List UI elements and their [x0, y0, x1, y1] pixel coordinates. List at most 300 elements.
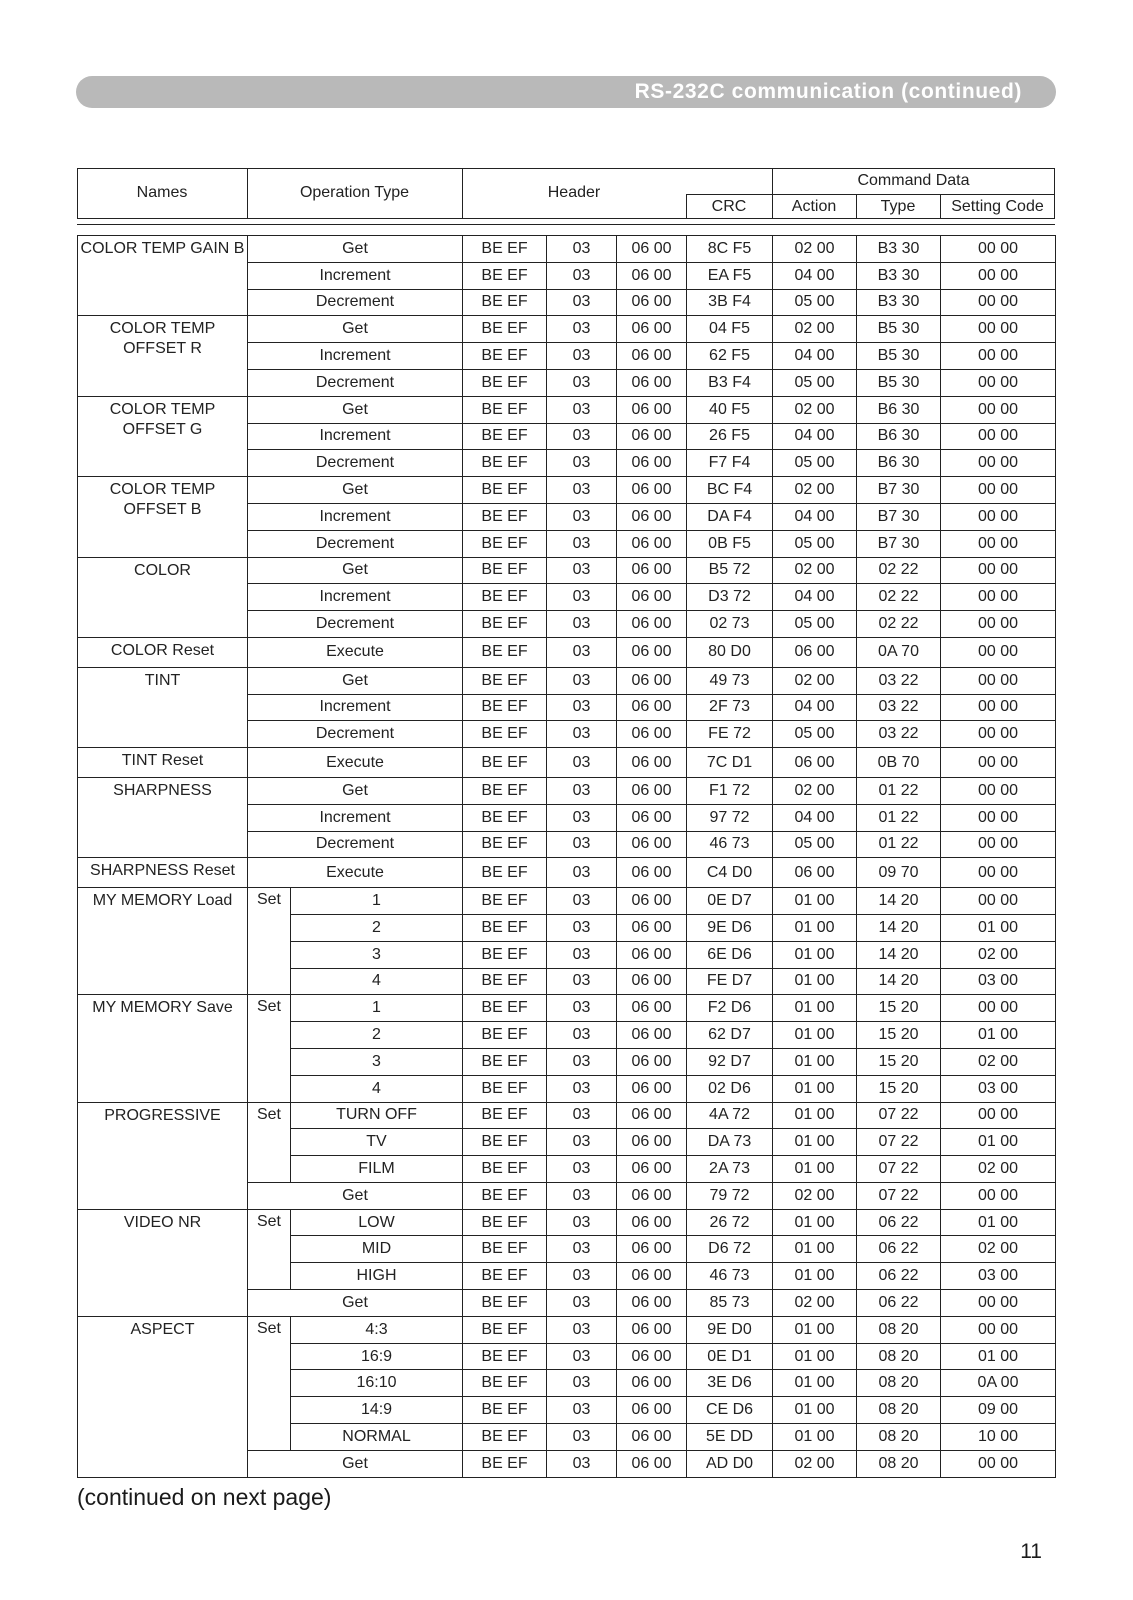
- crc-cell: DA F4: [687, 503, 773, 530]
- crc-cell: 9E D6: [687, 914, 773, 941]
- continued-note: (continued on next page): [77, 1484, 332, 1510]
- crc-cell: F7 F4: [687, 450, 773, 477]
- setting-code-cell: 01 00: [941, 1022, 1056, 1049]
- table-row: [78, 667, 1056, 694]
- operation-cell: Get: [248, 1450, 463, 1477]
- type-cell: B3 30: [857, 236, 941, 263]
- type-cell: 15 20: [857, 995, 941, 1022]
- header-byte-2: 03: [547, 1316, 617, 1343]
- setting-code-cell: 00 00: [941, 831, 1056, 858]
- action-cell: 01 00: [773, 1316, 857, 1343]
- setting-code-cell: 00 00: [941, 477, 1056, 504]
- type-cell: 06 22: [857, 1290, 941, 1317]
- setting-code-cell: 00 00: [941, 557, 1056, 584]
- type-cell: B5 30: [857, 316, 941, 343]
- header-byte-3: 06 00: [617, 804, 687, 831]
- header-byte-3: 06 00: [617, 968, 687, 995]
- header-byte-3: 06 00: [617, 396, 687, 423]
- operation-cell: LOW: [291, 1209, 463, 1236]
- setting-code-cell: 01 00: [941, 1129, 1056, 1156]
- setting-code-cell: 00 00: [941, 748, 1056, 778]
- action-cell: 02 00: [773, 557, 857, 584]
- set-label: Set: [248, 1316, 291, 1450]
- header-byte-1: BE EF: [463, 1236, 547, 1263]
- type-cell: 14 20: [857, 888, 941, 915]
- crc-cell: 2A 73: [687, 1156, 773, 1183]
- type-cell: B6 30: [857, 396, 941, 423]
- header-byte-1: BE EF: [463, 995, 547, 1022]
- header-byte-1: BE EF: [463, 721, 547, 748]
- action-cell: 04 00: [773, 343, 857, 370]
- crc-cell: 26 72: [687, 1209, 773, 1236]
- setting-code-cell: 00 00: [941, 289, 1056, 316]
- setting-code-cell: 00 00: [941, 343, 1056, 370]
- header-byte-1: BE EF: [463, 858, 547, 888]
- header-byte-3: 06 00: [617, 637, 687, 667]
- setting-code-cell: 00 00: [941, 530, 1056, 557]
- command-name: SHARPNESS: [78, 777, 248, 857]
- operation-cell: Get: [248, 477, 463, 504]
- header-byte-2: 03: [547, 1370, 617, 1397]
- header-byte-3: 06 00: [617, 1075, 687, 1102]
- header-byte-2: 03: [547, 777, 617, 804]
- header-byte-3: 06 00: [617, 611, 687, 638]
- header-command-data: Command Data: [857, 172, 970, 189]
- command-name: COLOR Reset: [78, 637, 248, 667]
- header-byte-2: 03: [547, 888, 617, 915]
- setting-code-cell: 02 00: [941, 1156, 1056, 1183]
- header-byte-1: BE EF: [463, 1370, 547, 1397]
- header-byte-2: 03: [547, 530, 617, 557]
- action-cell: 01 00: [773, 1343, 857, 1370]
- action-cell: 05 00: [773, 831, 857, 858]
- header-byte-2: 03: [547, 1450, 617, 1477]
- setting-code-cell: 00 00: [941, 584, 1056, 611]
- command-name: TINT Reset: [78, 748, 248, 778]
- header-byte-3: 06 00: [617, 777, 687, 804]
- header-byte-3: 06 00: [617, 1156, 687, 1183]
- table-row: [78, 637, 1056, 667]
- header-byte-2: 03: [547, 1424, 617, 1451]
- type-cell: 15 20: [857, 1048, 941, 1075]
- setting-code-cell: 01 00: [941, 1343, 1056, 1370]
- header-byte-3: 06 00: [617, 694, 687, 721]
- table-row: [78, 1316, 1056, 1343]
- header-byte-2: 03: [547, 1182, 617, 1209]
- header-header: Header: [547, 184, 601, 201]
- operation-cell: TURN OFF: [291, 1102, 463, 1129]
- type-cell: 09 70: [857, 858, 941, 888]
- crc-cell: 26 F5: [687, 423, 773, 450]
- header-byte-1: BE EF: [463, 450, 547, 477]
- crc-cell: 46 73: [687, 831, 773, 858]
- setting-code-cell: 00 00: [941, 262, 1056, 289]
- header-byte-3: 06 00: [617, 289, 687, 316]
- action-cell: 01 00: [773, 1048, 857, 1075]
- header-byte-2: 03: [547, 343, 617, 370]
- header-byte-3: 06 00: [617, 1397, 687, 1424]
- type-cell: 15 20: [857, 1075, 941, 1102]
- type-cell: 0A 70: [857, 637, 941, 667]
- type-cell: 08 20: [857, 1316, 941, 1343]
- header-byte-1: BE EF: [463, 748, 547, 778]
- setting-code-cell: 00 00: [941, 637, 1056, 667]
- operation-cell: Decrement: [248, 289, 463, 316]
- setting-code-cell: 00 00: [941, 694, 1056, 721]
- type-cell: 14 20: [857, 941, 941, 968]
- type-cell: 01 22: [857, 777, 941, 804]
- header-byte-2: 03: [547, 941, 617, 968]
- header-byte-2: 03: [547, 748, 617, 778]
- header-byte-1: BE EF: [463, 611, 547, 638]
- action-cell: 01 00: [773, 1156, 857, 1183]
- operation-cell: HIGH: [291, 1263, 463, 1290]
- crc-cell: 5E DD: [687, 1424, 773, 1451]
- action-cell: 05 00: [773, 611, 857, 638]
- header-byte-1: BE EF: [463, 1048, 547, 1075]
- crc-cell: D3 72: [687, 584, 773, 611]
- crc-cell: 49 73: [687, 667, 773, 694]
- operation-cell: Get: [248, 777, 463, 804]
- header-byte-2: 03: [547, 1209, 617, 1236]
- operation-cell: 2: [291, 1022, 463, 1049]
- header-byte-2: 03: [547, 1102, 617, 1129]
- command-table: [77, 235, 1056, 1478]
- header-setting-code: Setting Code: [951, 197, 1044, 215]
- table-row: [78, 316, 1056, 343]
- type-cell: B5 30: [857, 369, 941, 396]
- header-byte-3: 06 00: [617, 236, 687, 263]
- header-byte-3: 06 00: [617, 1450, 687, 1477]
- table-row: [78, 1102, 1056, 1129]
- header-byte-1: BE EF: [463, 1450, 547, 1477]
- set-label: Set: [248, 1209, 291, 1289]
- header-byte-3: 06 00: [617, 450, 687, 477]
- action-cell: 02 00: [773, 1182, 857, 1209]
- header-byte-1: BE EF: [463, 1209, 547, 1236]
- header-byte-1: BE EF: [463, 694, 547, 721]
- header-byte-3: 06 00: [617, 477, 687, 504]
- action-cell: 04 00: [773, 262, 857, 289]
- type-cell: B7 30: [857, 503, 941, 530]
- setting-code-cell: 03 00: [941, 1075, 1056, 1102]
- command-name: VIDEO NR: [78, 1209, 248, 1316]
- crc-cell: 02 D6: [687, 1075, 773, 1102]
- setting-code-cell: 00 00: [941, 236, 1056, 263]
- header-byte-1: BE EF: [463, 1316, 547, 1343]
- crc-cell: B5 72: [687, 557, 773, 584]
- type-cell: 14 20: [857, 914, 941, 941]
- header-byte-3: 06 00: [617, 941, 687, 968]
- header-byte-3: 06 00: [617, 1290, 687, 1317]
- setting-code-cell: 00 00: [941, 888, 1056, 915]
- action-cell: 01 00: [773, 1236, 857, 1263]
- type-cell: 02 22: [857, 611, 941, 638]
- header-byte-1: BE EF: [463, 1022, 547, 1049]
- header-byte-1: BE EF: [463, 262, 547, 289]
- header-byte-2: 03: [547, 477, 617, 504]
- header-byte-2: 03: [547, 1022, 617, 1049]
- header-byte-1: BE EF: [463, 1182, 547, 1209]
- header-byte-3: 06 00: [617, 1182, 687, 1209]
- operation-cell: 16:10: [291, 1370, 463, 1397]
- setting-code-cell: 0A 00: [941, 1370, 1056, 1397]
- operation-cell: Get: [248, 1290, 463, 1317]
- crc-cell: 8C F5: [687, 236, 773, 263]
- setting-code-cell: 00 00: [941, 450, 1056, 477]
- crc-cell: 85 73: [687, 1290, 773, 1317]
- header-byte-3: 06 00: [617, 1236, 687, 1263]
- operation-cell: Increment: [248, 343, 463, 370]
- action-cell: 05 00: [773, 530, 857, 557]
- action-cell: 01 00: [773, 968, 857, 995]
- header-byte-1: BE EF: [463, 1102, 547, 1129]
- action-cell: 02 00: [773, 396, 857, 423]
- action-cell: 01 00: [773, 995, 857, 1022]
- type-cell: 06 22: [857, 1236, 941, 1263]
- crc-cell: 80 D0: [687, 637, 773, 667]
- type-cell: 02 22: [857, 584, 941, 611]
- crc-cell: 3B F4: [687, 289, 773, 316]
- header-byte-1: BE EF: [463, 1424, 547, 1451]
- operation-cell: MID: [291, 1236, 463, 1263]
- action-cell: 02 00: [773, 777, 857, 804]
- operation-cell: 16:9: [291, 1343, 463, 1370]
- header-byte-1: BE EF: [463, 316, 547, 343]
- header-byte-2: 03: [547, 1156, 617, 1183]
- setting-code-cell: 00 00: [941, 1182, 1056, 1209]
- action-cell: 01 00: [773, 1209, 857, 1236]
- type-cell: 07 22: [857, 1182, 941, 1209]
- command-name: COLOR: [78, 557, 248, 637]
- header-byte-3: 06 00: [617, 1022, 687, 1049]
- header-byte-2: 03: [547, 1048, 617, 1075]
- header-byte-1: BE EF: [463, 831, 547, 858]
- operation-cell: 4: [291, 1075, 463, 1102]
- action-cell: 01 00: [773, 1102, 857, 1129]
- type-cell: 08 20: [857, 1343, 941, 1370]
- action-cell: 04 00: [773, 694, 857, 721]
- page-number: 11: [1020, 1540, 1042, 1563]
- action-cell: 02 00: [773, 667, 857, 694]
- header-byte-2: 03: [547, 557, 617, 584]
- operation-cell: Increment: [248, 584, 463, 611]
- header-byte-3: 06 00: [617, 1424, 687, 1451]
- type-cell: 0B 70: [857, 748, 941, 778]
- setting-code-cell: 00 00: [941, 777, 1056, 804]
- command-name: SHARPNESS Reset: [78, 858, 248, 888]
- action-cell: 01 00: [773, 1263, 857, 1290]
- header-byte-2: 03: [547, 236, 617, 263]
- setting-code-cell: 00 00: [941, 1316, 1056, 1343]
- header-type: Type: [880, 197, 916, 215]
- operation-cell: Execute: [248, 858, 463, 888]
- operation-cell: NORMAL: [291, 1424, 463, 1451]
- header-byte-3: 06 00: [617, 1102, 687, 1129]
- header-byte-2: 03: [547, 316, 617, 343]
- command-name: COLOR TEMP GAIN B: [78, 236, 248, 316]
- type-cell: B7 30: [857, 530, 941, 557]
- header-byte-3: 06 00: [617, 262, 687, 289]
- table-row: [78, 396, 1056, 423]
- header-byte-1: BE EF: [463, 369, 547, 396]
- header-byte-3: 06 00: [617, 503, 687, 530]
- command-name: COLOR TEMP OFFSET R: [78, 316, 248, 396]
- command-name: PROGRESSIVE: [78, 1102, 248, 1209]
- action-cell: 01 00: [773, 1397, 857, 1424]
- type-cell: 14 20: [857, 968, 941, 995]
- header-byte-3: 06 00: [617, 831, 687, 858]
- header-byte-3: 06 00: [617, 1129, 687, 1156]
- header-byte-3: 06 00: [617, 914, 687, 941]
- header-byte-1: BE EF: [463, 584, 547, 611]
- header-byte-3: 06 00: [617, 369, 687, 396]
- setting-code-cell: 00 00: [941, 423, 1056, 450]
- setting-code-cell: 01 00: [941, 1209, 1056, 1236]
- action-cell: 04 00: [773, 503, 857, 530]
- action-cell: 02 00: [773, 316, 857, 343]
- header-byte-2: 03: [547, 968, 617, 995]
- type-cell: B7 30: [857, 477, 941, 504]
- header-byte-3: 06 00: [617, 1048, 687, 1075]
- header-byte-3: 06 00: [617, 1209, 687, 1236]
- operation-cell: Get: [248, 236, 463, 263]
- table-row: [78, 557, 1056, 584]
- header-divider: [77, 224, 1055, 225]
- crc-cell: 2F 73: [687, 694, 773, 721]
- header-byte-3: 06 00: [617, 858, 687, 888]
- setting-code-cell: 00 00: [941, 858, 1056, 888]
- operation-cell: Get: [248, 557, 463, 584]
- operation-cell: Decrement: [248, 611, 463, 638]
- crc-cell: C4 D0: [687, 858, 773, 888]
- crc-cell: 04 F5: [687, 316, 773, 343]
- header-byte-1: BE EF: [463, 637, 547, 667]
- type-cell: 03 22: [857, 694, 941, 721]
- operation-cell: FILM: [291, 1156, 463, 1183]
- type-cell: B5 30: [857, 343, 941, 370]
- type-cell: 08 20: [857, 1424, 941, 1451]
- header-operation-type: Operation Type: [299, 184, 410, 201]
- crc-cell: F2 D6: [687, 995, 773, 1022]
- header-byte-3: 06 00: [617, 667, 687, 694]
- header-byte-1: BE EF: [463, 289, 547, 316]
- crc-cell: FE 72: [687, 721, 773, 748]
- crc-cell: B3 F4: [687, 369, 773, 396]
- header-byte-2: 03: [547, 1236, 617, 1263]
- header-byte-2: 03: [547, 694, 617, 721]
- header-action: Action: [791, 197, 837, 215]
- operation-cell: Decrement: [248, 530, 463, 557]
- header-byte-3: 06 00: [617, 748, 687, 778]
- header-byte-2: 03: [547, 611, 617, 638]
- header-byte-1: BE EF: [463, 1075, 547, 1102]
- type-cell: B3 30: [857, 262, 941, 289]
- operation-cell: 4: [291, 968, 463, 995]
- setting-code-cell: 00 00: [941, 369, 1056, 396]
- command-name: COLOR TEMP OFFSET G: [78, 396, 248, 476]
- header-byte-2: 03: [547, 503, 617, 530]
- header-byte-3: 06 00: [617, 1263, 687, 1290]
- header-byte-1: BE EF: [463, 477, 547, 504]
- set-label: Set: [248, 888, 291, 995]
- command-name: MY MEMORY Save: [78, 995, 248, 1102]
- operation-cell: 3: [291, 941, 463, 968]
- table-row: [78, 477, 1056, 504]
- action-cell: 01 00: [773, 1129, 857, 1156]
- setting-code-cell: 00 00: [941, 1290, 1056, 1317]
- operation-cell: 2: [291, 914, 463, 941]
- header-byte-3: 06 00: [617, 1370, 687, 1397]
- operation-cell: 14:9: [291, 1397, 463, 1424]
- header-byte-1: BE EF: [463, 777, 547, 804]
- operation-cell: 3: [291, 1048, 463, 1075]
- header-byte-2: 03: [547, 262, 617, 289]
- header-byte-1: BE EF: [463, 941, 547, 968]
- crc-cell: 3E D6: [687, 1370, 773, 1397]
- operation-cell: Decrement: [248, 369, 463, 396]
- table-row: [78, 858, 1056, 888]
- action-cell: 05 00: [773, 369, 857, 396]
- table-row: [78, 777, 1056, 804]
- setting-code-cell: 00 00: [941, 667, 1056, 694]
- type-cell: 08 20: [857, 1397, 941, 1424]
- crc-cell: FE D7: [687, 968, 773, 995]
- section-title: RS-232C communication (continued): [634, 80, 1022, 103]
- type-cell: 07 22: [857, 1129, 941, 1156]
- crc-cell: D6 72: [687, 1236, 773, 1263]
- table-row: [78, 888, 1056, 915]
- operation-cell: TV: [291, 1129, 463, 1156]
- header-byte-2: 03: [547, 450, 617, 477]
- header-byte-1: BE EF: [463, 557, 547, 584]
- header-byte-3: 06 00: [617, 995, 687, 1022]
- header-byte-1: BE EF: [463, 804, 547, 831]
- type-cell: 07 22: [857, 1102, 941, 1129]
- action-cell: 01 00: [773, 1370, 857, 1397]
- header-byte-3: 06 00: [617, 557, 687, 584]
- header-byte-3: 06 00: [617, 423, 687, 450]
- action-cell: 02 00: [773, 477, 857, 504]
- header-byte-1: BE EF: [463, 1397, 547, 1424]
- crc-cell: 9E D0: [687, 1316, 773, 1343]
- setting-code-cell: 01 00: [941, 914, 1056, 941]
- header-byte-1: BE EF: [463, 396, 547, 423]
- setting-code-cell: 00 00: [941, 503, 1056, 530]
- setting-code-cell: 09 00: [941, 1397, 1056, 1424]
- set-label: Set: [248, 995, 291, 1102]
- action-cell: 02 00: [773, 236, 857, 263]
- type-cell: 03 22: [857, 667, 941, 694]
- action-cell: 04 00: [773, 804, 857, 831]
- type-cell: B6 30: [857, 450, 941, 477]
- table-header: [77, 168, 1055, 220]
- operation-cell: Increment: [248, 694, 463, 721]
- setting-code-cell: 03 00: [941, 1263, 1056, 1290]
- action-cell: 01 00: [773, 1022, 857, 1049]
- header-byte-1: BE EF: [463, 888, 547, 915]
- crc-cell: 02 73: [687, 611, 773, 638]
- crc-cell: 40 F5: [687, 396, 773, 423]
- header-byte-2: 03: [547, 804, 617, 831]
- crc-cell: AD D0: [687, 1450, 773, 1477]
- type-cell: 15 20: [857, 1022, 941, 1049]
- header-byte-3: 06 00: [617, 530, 687, 557]
- header-byte-1: BE EF: [463, 1156, 547, 1183]
- action-cell: 06 00: [773, 748, 857, 778]
- header-byte-2: 03: [547, 637, 617, 667]
- command-name: ASPECT: [78, 1316, 248, 1477]
